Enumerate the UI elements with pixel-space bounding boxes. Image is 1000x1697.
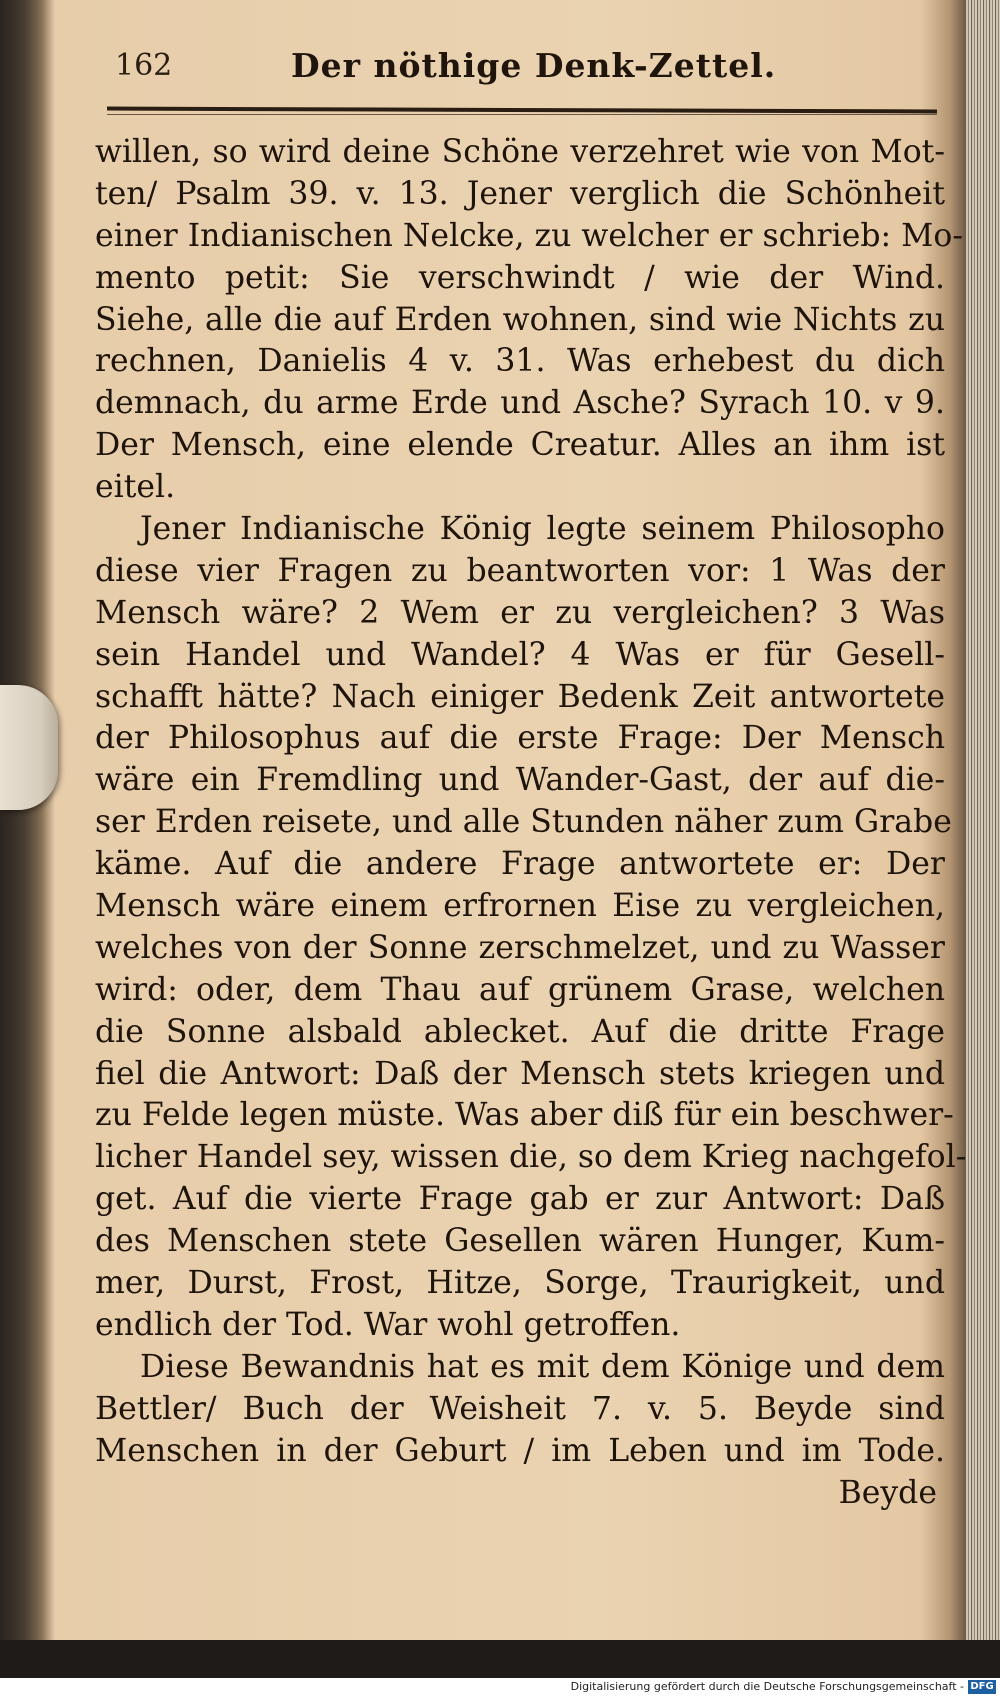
text-line: wird: oder, dem Thau auf grünem Grase, welchen <box>95 971 945 1008</box>
page-number: 162 <box>115 48 173 83</box>
text-line: Jener Indianische König legte seinem Philosopho <box>140 511 945 548</box>
text-line: welches von der Sonne zerschmelzet, und zu Wasser <box>95 929 945 966</box>
text-line: fiel die Antwort: Daß der Mensch stets kriegen und <box>95 1055 945 1092</box>
text-line: rechnen, Danielis 4 v. 31. Was erhebest du dich <box>95 343 945 380</box>
text-line: schafft hätte? Nach einiger Bedenk Zeit antwortete <box>95 678 945 715</box>
text-line: wäre ein Fremdling und Wander-Gast, der auf die- <box>95 762 945 799</box>
body-text <box>95 132 967 1514</box>
text-line: zu Felde legen müste. Was aber diß für ein beschwer- <box>95 1097 954 1134</box>
text-line: Der Mensch, eine elende Creatur. Alles an ihm ist <box>95 427 945 464</box>
header-rule-thin <box>107 114 937 115</box>
text-line: sein Handel und Wandel? 4 Was er für Gesell- <box>95 636 945 673</box>
text-line: Menschen in der Geburt / im Leben und im Tode. <box>95 1432 945 1469</box>
book-page <box>95 40 967 1640</box>
text-line: eitel. <box>95 469 176 506</box>
page-clip <box>0 685 58 810</box>
header-rule <box>107 107 937 114</box>
digitization-footer <box>0 1678 1000 1697</box>
text-line: mento petit: Sie verschwindt / wie der Wind. <box>95 259 945 296</box>
text-line: diese vier Fragen zu beantworten vor: 1 Was der <box>95 552 945 589</box>
text-line: Diese Bewandnis hat es mit dem Könige und dem <box>140 1348 945 1385</box>
text-line: demnach, du arme Erde und Asche? Syrach 10. v 9. <box>95 385 945 422</box>
text-line: Bettler/ Buch der Weisheit 7. v. 5. Beyde sind <box>95 1390 945 1427</box>
catchword: Beyde <box>838 1474 937 1511</box>
scan-bottom-band <box>0 1640 1000 1678</box>
text-line: Mensch wäre? 2 Wem er zu vergleichen? 3 Was <box>95 594 945 631</box>
text-line: willen, so wird deine Schöne verzehret wie von Mot- <box>95 134 945 170</box>
footer-credit: Digitalisierung gefördert durch die Deutsche Forschungsgemeinschaft - <box>570 1680 964 1693</box>
text-line: ten/ Psalm 39. v. 13. Jener verglich die Schönheit <box>95 175 945 212</box>
text-line: die Sonne alsbald ablecket. Auf die dritte Frage <box>95 1013 945 1050</box>
text-line: mer, Durst, Frost, Hitze, Sorge, Traurigkeit, und <box>95 1265 945 1302</box>
text-line: ser Erden reisete, und alle Stunden näher zum Grabe <box>95 804 952 841</box>
page-header <box>95 40 945 92</box>
text-line: des Menschen stete Gesellen wären Hunger, Kum- <box>95 1223 945 1260</box>
text-line: der Philosophus auf die erste Frage: Der Mensch <box>95 720 945 757</box>
text-line: Mensch wäre einem erfrornen Eise zu vergleichen, <box>95 888 945 925</box>
text-line: licher Handel sey, wissen die, so dem Krieg nachgefol- <box>95 1139 967 1176</box>
text-line: Siehe, alle die auf Erden wohnen, sind wie Nichts zu <box>95 301 945 338</box>
text-line: einer Indianischen Nelcke, zu welcher er schrieb: Mo- <box>95 217 963 254</box>
page-edges <box>966 0 1000 1640</box>
text-line: käme. Auf die andere Frage antwortete er: Der <box>95 846 945 883</box>
running-head: Der nöthige Denk-Zettel. <box>291 46 777 85</box>
text-line: endlich der Tod. War wohl getroffen. <box>95 1306 681 1343</box>
text-line: get. Auf die vierte Frage gab er zur Antwort: Daß <box>95 1181 945 1218</box>
dfg-logo-icon: DFG <box>968 1680 996 1694</box>
